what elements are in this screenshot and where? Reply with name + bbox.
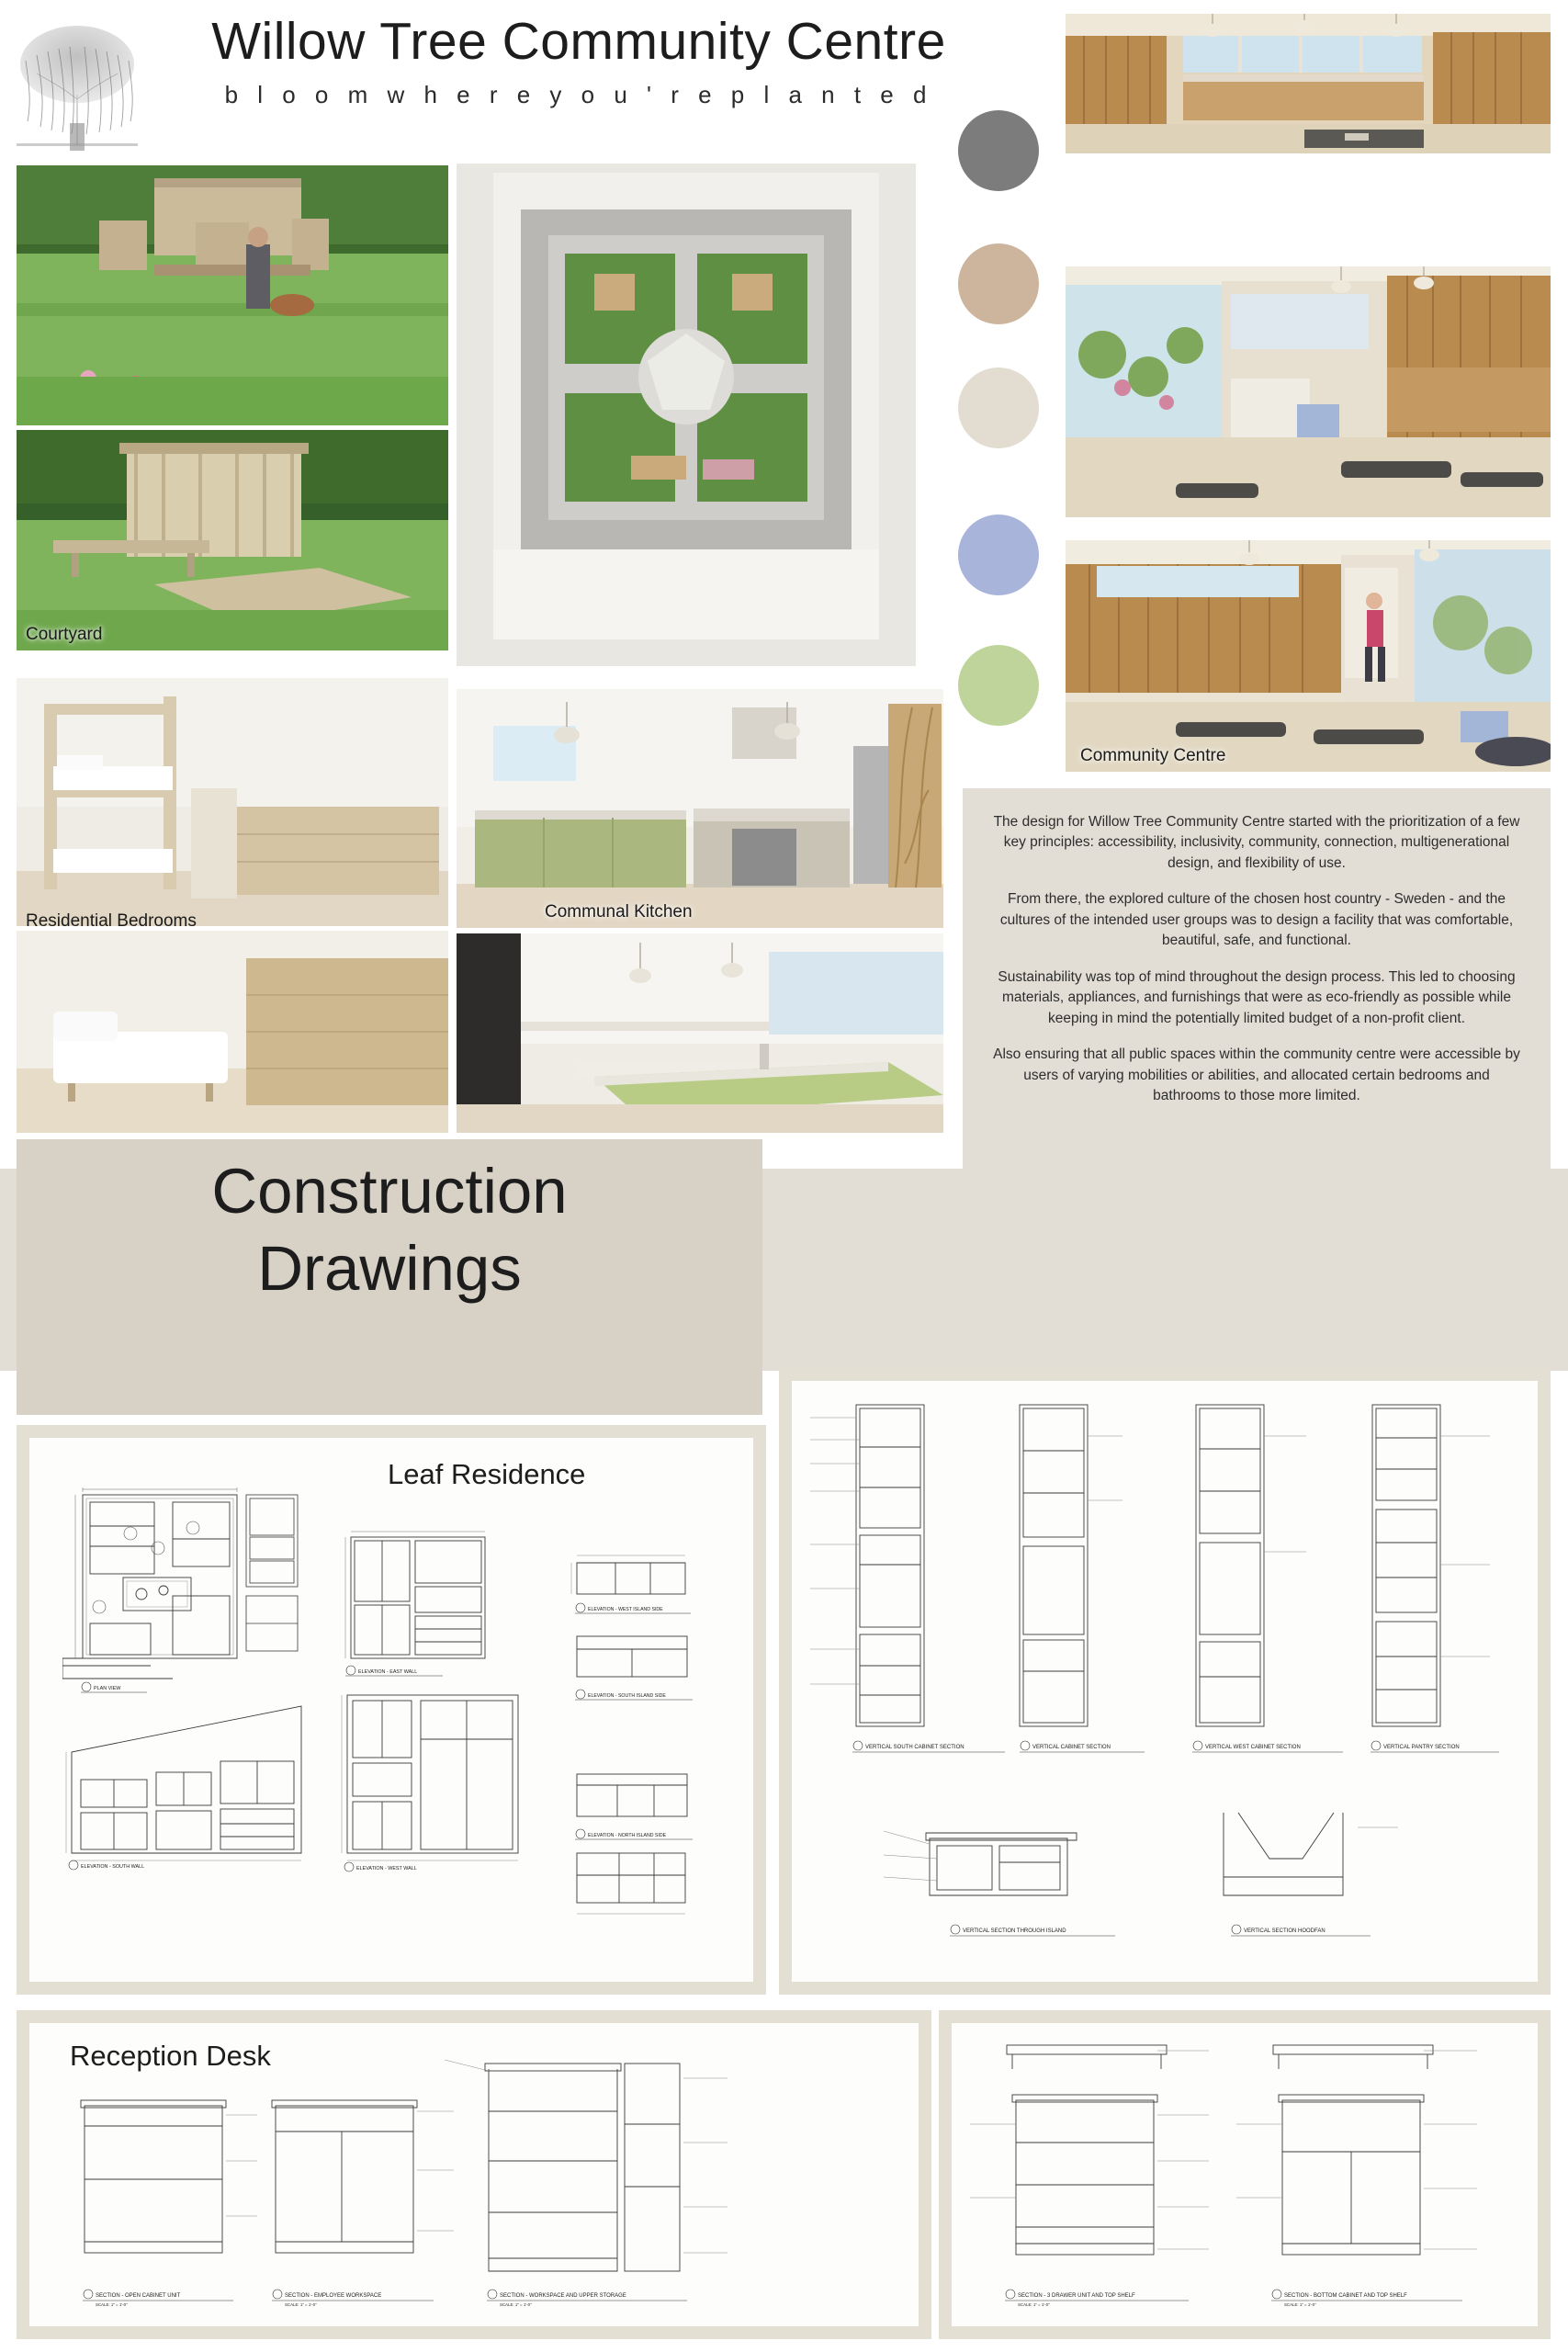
- drawing-elevation-south-wall: [53, 1688, 329, 1871]
- drawing-elevation-west-wall: [333, 1684, 535, 1877]
- page-header: [0, 0, 1066, 165]
- svg-text:VERTICAL WEST CABINET SECTION: VERTICAL WEST CABINET SECTION: [1205, 1745, 1301, 1750]
- svg-text:SCALE: 1" = 1'-0": SCALE: 1" = 1'-0": [1018, 2302, 1050, 2307]
- caption-courtyard: Courtyard: [26, 625, 103, 644]
- description-paragraph-1: The design for Willow Tree Community Centre started with the prioritization of a few key principles: accessibility, inclusivity, community, connection, multigenerational design, and flexibility of use.: [993, 814, 1520, 871]
- svg-text:VERTICAL SECTION THROUGH ISLAN: VERTICAL SECTION THROUGH ISLAND: [963, 1928, 1066, 1934]
- drawing-elevation-west-island: [562, 1526, 700, 1627]
- page-tagline: b l o o m w h e r e y o u ' r e p l a n t e d: [224, 80, 933, 108]
- color-swatch-periwinkle: [958, 514, 1039, 595]
- photo-community-centre-hall: [1066, 14, 1551, 153]
- caption-residential-bedrooms: Residential Bedrooms: [26, 911, 197, 931]
- svg-text:VERTICAL PANTRY SECTION: VERTICAL PANTRY SECTION: [1383, 1745, 1460, 1750]
- svg-text:ELEVATION - WEST ISLAND SIDE: ELEVATION - WEST ISLAND SIDE: [588, 1607, 663, 1612]
- drawing-plan-view: [62, 1486, 338, 1697]
- svg-text:VERTICAL CABINET SECTION: VERTICAL CABINET SECTION: [1032, 1745, 1111, 1750]
- sheet-title-reception-desk: Reception Desk: [70, 2040, 271, 2072]
- title-block: [101, 12, 1056, 109]
- photo-community-centre-yoga: [1066, 540, 1551, 772]
- color-swatch-grey: [958, 110, 1039, 191]
- color-swatch-cream: [958, 368, 1039, 448]
- drawing-sheet-cabinet-sections: [779, 1368, 1551, 1995]
- drawer-unit-sections: [952, 2023, 1538, 2326]
- description-paragraph-3: Sustainability was top of mind throughout the design process. This led to choosing materials, appliances, and furnishings that were as eco-friendly as possible while keeping in mind the potentially limited budget of a non-profit client.: [998, 968, 1516, 1026]
- color-swatch-tan: [958, 243, 1039, 324]
- svg-text:SCALE: 1" = 1'-0": SCALE: 1" = 1'-0": [500, 2302, 532, 2307]
- photo-residential-bedroom: [17, 931, 448, 1133]
- photo-communal-kitchen: [457, 689, 943, 928]
- drawing-detail-section: [562, 1835, 700, 1945]
- design-description-panel: [963, 788, 1551, 1174]
- photo-courtyard-pergola: [17, 430, 448, 650]
- svg-text:SECTION - WORKSPACE AND UPPER: SECTION - WORKSPACE AND UPPER STORAGE: [500, 2293, 626, 2299]
- svg-text:SECTION - BOTTOM CABINET AND T: SECTION - BOTTOM CABINET AND TOP SHELF: [1284, 2293, 1407, 2299]
- photo-community-centre-lounge: [1066, 266, 1551, 517]
- drawing-sheet-drawer-unit: [939, 2010, 1551, 2339]
- svg-text:ELEVATION - SOUTH WALL: ELEVATION - SOUTH WALL: [81, 1864, 145, 1870]
- page-title: Willow Tree Community Centre: [211, 12, 946, 71]
- photo-floor-plan-render: [457, 164, 916, 666]
- cabinet-section-drawings: [792, 1381, 1538, 1982]
- construction-drawings-line-2: Drawings: [257, 1233, 522, 1305]
- drawing-elevation-south-island: [562, 1618, 700, 1719]
- photo-kitchen-island: [457, 933, 943, 1133]
- svg-text:SCALE: 1" = 1'-0": SCALE: 1" = 1'-0": [285, 2302, 317, 2307]
- sheet-inner-drawer: [952, 2023, 1538, 2326]
- sheet-inner-leaf: [29, 1438, 753, 1982]
- description-paragraph-2: From there, the explored culture of the chosen host country - Sweden - and the cultures of the intended user groups was to design a facility that was comfortable, beautiful, safe, and functional.: [999, 891, 1514, 949]
- sheet-inner-cabinet: [792, 1381, 1538, 1982]
- construction-drawings-line-1: Construction: [211, 1156, 568, 1227]
- caption-community-centre: Community Centre: [1080, 746, 1226, 765]
- sheet-title-leaf-residence: Leaf Residence: [388, 1458, 586, 1490]
- svg-text:PLAN VIEW: PLAN VIEW: [94, 1686, 121, 1691]
- svg-text:SECTION - OPEN CABINET UNIT: SECTION - OPEN CABINET UNIT: [96, 2293, 181, 2299]
- drawing-elevation-east-wall: [333, 1522, 498, 1706]
- svg-text:ELEVATION - WEST WALL: ELEVATION - WEST WALL: [356, 1866, 417, 1871]
- svg-text:ELEVATION - NORTH ISLAND SIDE: ELEVATION - NORTH ISLAND SIDE: [588, 1833, 667, 1838]
- construction-drawings-title: [17, 1153, 762, 1307]
- svg-text:SECTION - 3 DRAWER UNIT AND TO: SECTION - 3 DRAWER UNIT AND TOP SHELF: [1018, 2293, 1135, 2299]
- svg-text:VERTICAL SOUTH CABINET SECTION: VERTICAL SOUTH CABINET SECTION: [865, 1745, 964, 1750]
- caption-communal-kitchen: Communal Kitchen: [545, 902, 693, 922]
- drawing-sheet-leaf-residence: [17, 1425, 766, 1995]
- svg-text:VERTICAL SECTION HOODFAN: VERTICAL SECTION HOODFAN: [1244, 1928, 1325, 1934]
- drawing-sheet-reception-desk: [17, 2010, 931, 2339]
- photo-courtyard-lounge: [17, 165, 448, 425]
- description-paragraph-4: Also ensuring that all public spaces within the community centre were accessible by users of varying mobilities or abilities, and allocated certain bedrooms and bathrooms to those more limited.: [993, 1046, 1520, 1104]
- svg-text:ELEVATION - EAST WALL: ELEVATION - EAST WALL: [358, 1669, 418, 1675]
- sheet-inner-reception: [29, 2023, 919, 2326]
- svg-text:ELEVATION - SOUTH ISLAND SIDE: ELEVATION - SOUTH ISLAND SIDE: [588, 1693, 666, 1699]
- svg-text:SCALE: 1" = 1'-0": SCALE: 1" = 1'-0": [96, 2302, 128, 2307]
- svg-text:SCALE: 1" = 1'-0": SCALE: 1" = 1'-0": [1284, 2302, 1316, 2307]
- color-swatch-sage-green: [958, 645, 1039, 726]
- reception-desk-sections: [29, 2023, 919, 2326]
- svg-text:SECTION - EMPLOYEE WORKSPACE: SECTION - EMPLOYEE WORKSPACE: [285, 2293, 382, 2299]
- photo-bunk-bedroom: [17, 678, 448, 926]
